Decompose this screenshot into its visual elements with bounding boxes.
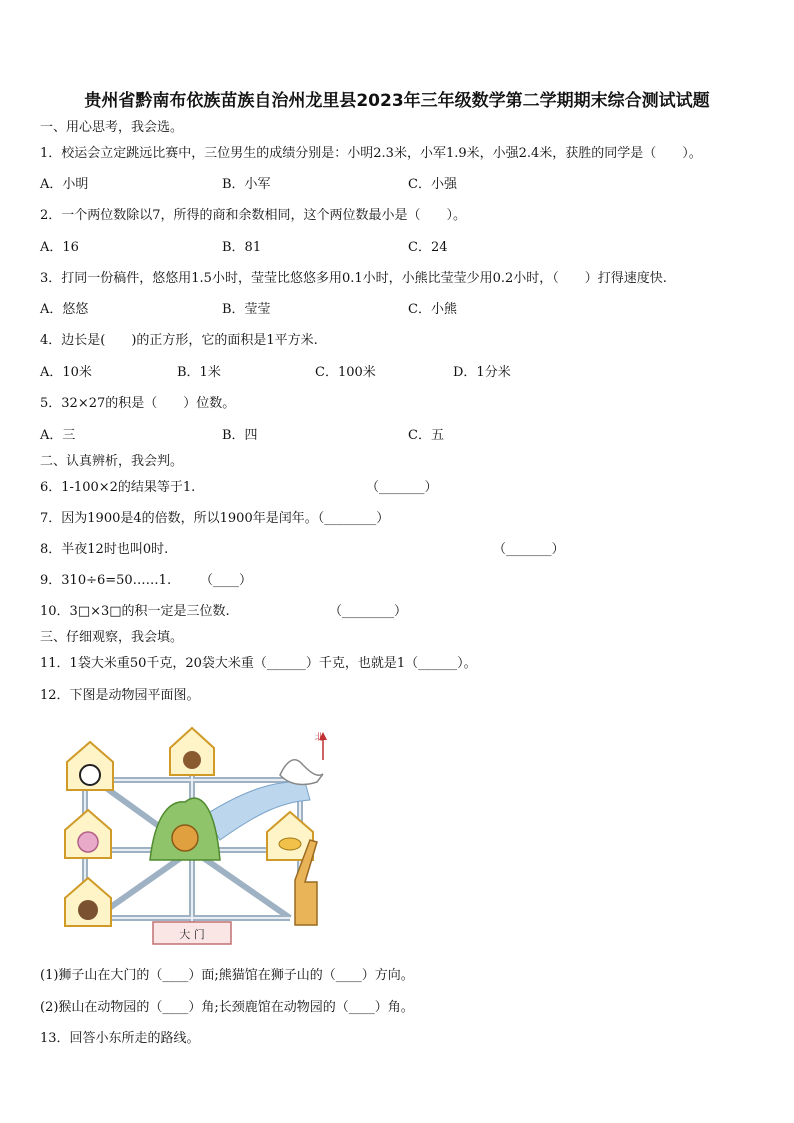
question-1: 1．校运会立定跳远比赛中，三位男生的成绩分别是：小明2.3米，小军1.9米，小强2.4米，获胜的同学是（ ）。: [40, 146, 702, 161]
question-8: 8．半夜12时也叫0时.: [40, 542, 169, 557]
question-2: 2．一个两位数除以7，所得的商和余数相同，这个两位数最小是（ ）。: [40, 208, 467, 223]
monkey-icon: [183, 751, 201, 769]
q5-option-b: B．四: [222, 428, 258, 443]
bear-icon: [78, 900, 98, 920]
question-4: 4．边长是( )的正方形，它的面积是1平方米.: [40, 333, 318, 348]
panda-icon: [80, 765, 100, 785]
lion-icon: [172, 825, 198, 851]
question-12-part-1: (1)狮子山在大门的（____）面;熊猫馆在狮子山的（____）方向。: [40, 968, 414, 983]
q6-answer-blank: （_______）: [366, 480, 438, 495]
q2-option-b: B．81: [222, 240, 262, 255]
q3-option-c: C．小熊: [408, 302, 457, 317]
swan-icon: [280, 760, 323, 785]
q1-option-a: A．小明: [40, 177, 89, 192]
section-heading-judge: 二、认真辨析，我会判。: [40, 454, 184, 469]
q2-option-a: A．16: [40, 240, 79, 255]
q10-answer-blank: （________）: [329, 604, 408, 619]
q4-option-b: B．1米: [177, 365, 221, 380]
fish-icon: [279, 838, 301, 850]
q4-option-a: A．10米: [40, 365, 92, 380]
question-12: 12．下图是动物园平面图。: [40, 688, 200, 703]
question-11: 11．1袋大米重50千克，20袋大米重（______）千克，也就是1（______）。: [40, 656, 477, 671]
q3-option-a: A．悠悠: [40, 302, 89, 317]
elephant-icon: [78, 832, 98, 852]
question-9: 9．310÷6=50……1.: [40, 573, 172, 588]
question-12-part-2: (2)猴山在动物园的（____）角;长颈鹿馆在动物园的（____）角。: [40, 1000, 414, 1015]
zoo-map-figure: [55, 720, 330, 952]
section-heading-choice: 一、用心思考，我会选。: [40, 120, 184, 135]
question-6: 6．1-100×2的结果等于1.: [40, 480, 196, 495]
q2-option-c: C．24: [408, 240, 448, 255]
q1-option-b: B．小军: [222, 177, 271, 192]
q9-answer-blank: （____）: [200, 573, 253, 588]
q4-option-d: D．1分米: [453, 365, 511, 380]
question-10: 10．3□×3□的积一定是三位数.: [40, 604, 230, 619]
q4-option-c: C．100米: [315, 365, 376, 380]
gate-label: 大 门: [179, 928, 205, 941]
q5-option-c: C．五: [408, 428, 444, 443]
q8-answer-blank: （_______）: [493, 542, 565, 557]
q5-option-a: A．三: [40, 428, 76, 443]
q3-option-b: B．莹莹: [222, 302, 271, 317]
q1-option-c: C．小强: [408, 177, 457, 192]
question-5: 5．32×27的积是（ ）位数。: [40, 396, 236, 411]
question-3: 3．打同一份稿件，悠悠用1.5小时，莹莹比悠悠多用0.1小时，小熊比莹莹少用0.2小时，（ ）打得速度快.: [40, 271, 667, 286]
north-label: 北: [315, 733, 325, 743]
page-title: 贵州省黔南布依族苗族自治州龙里县2023年三年级数学第二学期期末综合测试试题: [84, 91, 710, 111]
question-7: 7．因为1900是4的倍数，所以1900年是闰年。（________）: [40, 511, 390, 526]
section-heading-fill: 三、仔细观察，我会填。: [40, 630, 184, 645]
question-13: 13．回答小东所走的路线。: [40, 1031, 200, 1046]
